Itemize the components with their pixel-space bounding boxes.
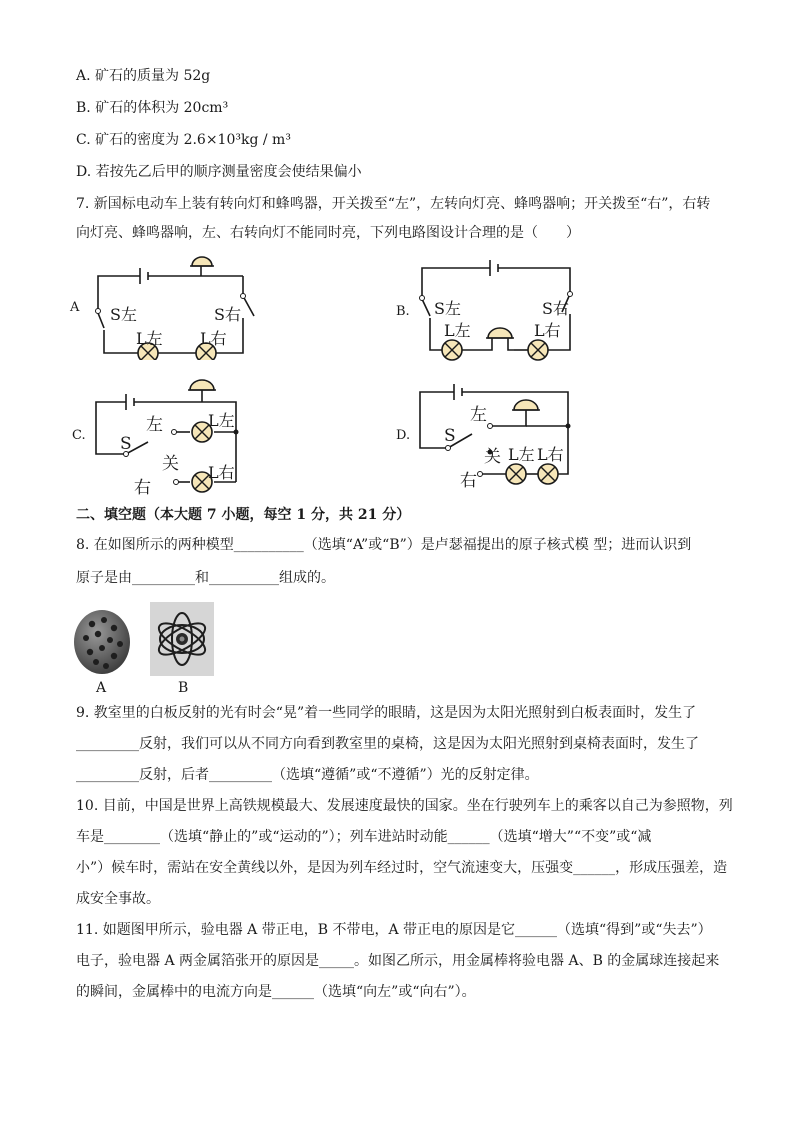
q11-line-2: 电子，验电器 A 两金属箔张开的原因是_____。如图乙所示，用金属棒将验电器 A、B 的金属球连接起来 [76,953,720,969]
model-a-image [70,604,134,680]
q7-line-2: 向灯亮、蜂鸣器响，左、右转向灯不能同时亮，下列电路图设计合理的是（ ） [76,225,580,241]
option-b: B. 矿石的体积为 20cm³ [76,100,229,116]
circuit-a-l-left: L左 [136,329,163,348]
circuit-a [66,248,276,360]
circuit-d-left: 左 [470,405,487,425]
option-d: D. 若按先乙后甲的顺序测量密度会使结果偏小 [76,164,362,180]
circuit-d-right: 右 [460,471,477,491]
circuit-c-l-left: L左 [208,411,235,430]
lamp-left-icon [506,464,526,484]
circuit-d-l-right: L右 [537,445,564,464]
circuit-a-l-right: L右 [200,329,227,348]
circuit-a-s-left: S左 [110,305,137,324]
circuit-d-l-left: L左 [508,445,535,464]
lamp-right-icon [538,464,558,484]
q9-line-1: 9. 教室里的白板反射的光有时会“晃”着一些同学的眼睛，这是因为太阳光照射到白板表面时，发生了 [76,705,697,721]
lamp-left-icon [442,340,462,360]
circuit-a-s-right: S右 [214,305,241,324]
circuit-b-s-left: S左 [434,299,461,318]
circuit-c-left: 左 [146,415,163,435]
section-title: 二、填空题（本大题 7 小题，每空 1 分，共 21 分） [76,507,411,523]
circuit-c-guan: 关 [162,454,179,474]
lamp-right-icon [528,340,548,360]
circuit-b-label: B. [396,304,410,319]
q10-line-3: 小”）候车时，需站在安全黄线以外，是因为列车经过时，空气流速变大，压强变______，形成压强差，造 [76,860,728,876]
option-a: A. 矿石的质量为 52g [76,68,211,84]
q10-line-2: 车是________（选填“静止的”或“运动的”）；列车进站时动能______（选填“增大”“不变”或“减 [76,829,652,845]
circuit-c-l-right: L右 [208,463,235,482]
circuit-b-l-left: L左 [444,321,471,340]
circuit-d-label: D. [396,428,411,443]
q11-line-3: 的瞬间，金属棒中的电流方向是______（选填“向左”或“向右”）。 [76,984,476,1000]
circuit-c-right: 右 [134,478,151,498]
circuit-b-l-right: L右 [534,321,561,340]
circuit-c-label: C. [72,428,86,443]
q8-line-2: 原子是由_________和__________组成的。 [76,570,335,586]
option-c: C. 矿石的密度为 2.6×10³kg / m³ [76,132,291,148]
q9-line-3: _________反射，后者_________（选填“遵循”或“不遵循”）光的反射定律。 [76,767,539,783]
circuit-d-guan: 关 [484,447,501,467]
circuit-d-s: S [444,426,456,446]
q11-line-1: 11. 如题图甲所示，验电器 A 带正电，B 不带电，A 带正电的原因是它______（选填“得到”或“失去”） [76,922,712,938]
model-b-label: B [178,680,189,696]
model-b-image [150,602,214,676]
model-a-label: A [96,680,107,696]
q10-line-1: 10. 目前，中国是世界上高铁规模最大、发展速度最快的国家。坐在行驶列车上的乘客以自己为参照物，列 [76,798,733,814]
q10-line-4: 成安全事故。 [76,891,160,907]
circuit-c-s: S [120,434,132,454]
q7-line-1: 7. 新国标电动车上装有转向灯和蜂鸣器，开关拨至“左”，左转向灯亮、蜂鸣器响；开关拨至“右”，右转 [76,196,711,212]
q9-line-2: _________反射，我们可以从不同方向看到教室里的桌椅，这是因为太阳光照射到桌椅表面时，发生了 [76,736,699,752]
circuit-b-s-right: S右 [542,299,569,318]
q8-line-1: 8. 在如图所示的两种模型__________（选填“A”或“B”）是卢瑟福提出的原子核式模 型；进而认识到 [76,537,692,553]
circuit-a-label: A [70,300,80,315]
